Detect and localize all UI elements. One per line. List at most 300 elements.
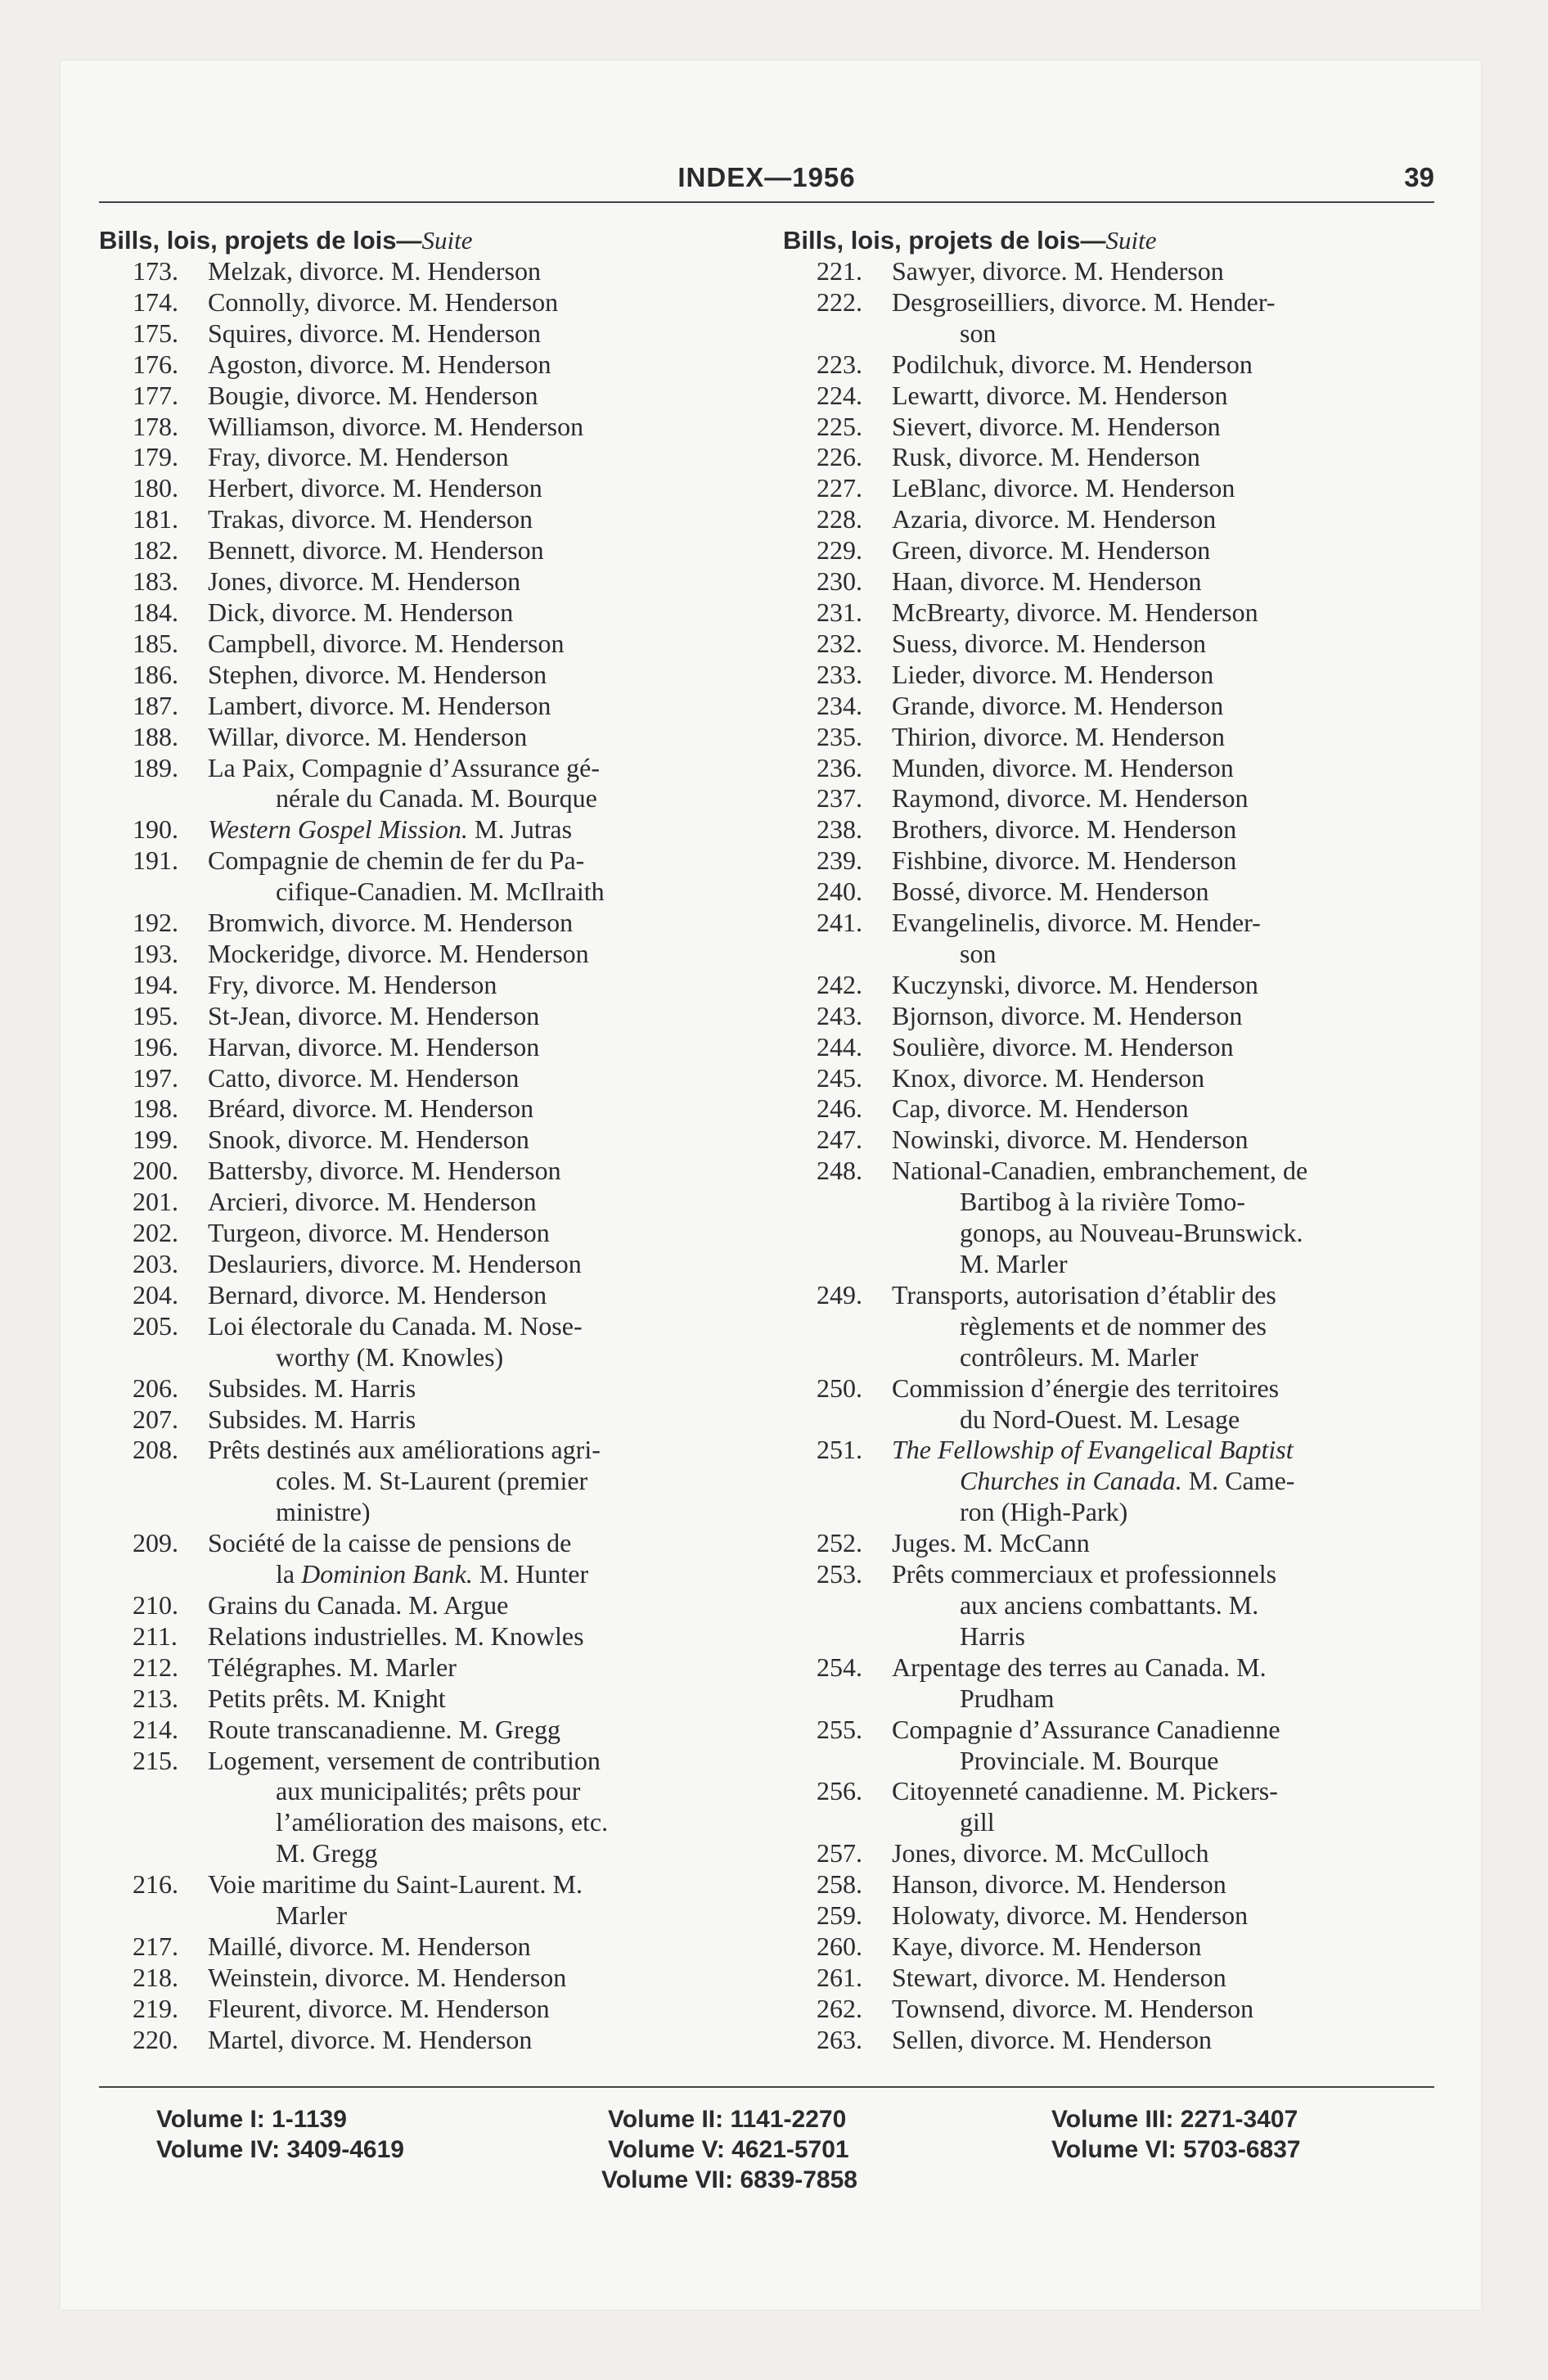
volume-3: Volume III: 2271-3407 [1051, 2106, 1298, 2133]
entry-number: 228. [817, 504, 862, 534]
entry-title: Agoston, divorce. M. Henderson [208, 349, 551, 379]
entry-number: 231. [817, 597, 862, 627]
entry-continuation: Bartibog à la rivière Tomo- [960, 1187, 1246, 1217]
left-entry-206 [99, 1373, 758, 1404]
right-entry-240 [783, 877, 1434, 908]
entry-title: Société de la caisse de pensions de [208, 1528, 572, 1558]
left-entry-213 [99, 1684, 758, 1715]
right-entry-222 [783, 287, 1434, 349]
right-entry-248 [783, 1156, 1434, 1280]
entry-number: 190. [133, 814, 178, 845]
volume-2: Volume II: 1141-2270 [608, 2106, 847, 2133]
entry-number: 186. [133, 659, 178, 689]
entry-title: Grains du Canada. M. Argue [208, 1589, 509, 1620]
entry-number: 236. [817, 752, 862, 782]
entry-number: 207. [133, 1404, 178, 1434]
entry-number: 245. [817, 1062, 862, 1093]
entry-title: Transports, autorisation d’établir des [892, 1279, 1276, 1309]
right-entry-247 [783, 1125, 1434, 1156]
entry-number: 194. [133, 969, 178, 999]
entry-number: 176. [133, 349, 178, 379]
entry-continuation: coles. M. St-Laurent (premier [276, 1466, 588, 1496]
entry-number: 188. [133, 721, 178, 751]
entry-title: Townsend, divorce. M. Henderson [892, 1993, 1254, 2023]
entry-continuation: aux anciens combattants. M. [960, 1589, 1259, 1620]
entry-number: 243. [817, 1000, 862, 1030]
entry-title: Munden, divorce. M. Henderson [892, 752, 1234, 782]
entry-number: 173. [133, 256, 178, 286]
right-entry-235 [783, 722, 1434, 753]
left-entry-180 [99, 473, 758, 504]
entry-continuation: règlements et de nommer des [960, 1310, 1267, 1341]
left-entry-186 [99, 660, 758, 691]
entry-continuation: worthy (M. Knowles) [276, 1341, 504, 1372]
right-column-heading [783, 225, 1434, 256]
left-entry-181 [99, 504, 758, 535]
entry-continuation: gonops, au Nouveau-Brunswick. [960, 1218, 1303, 1248]
entry-number: 260. [817, 1931, 862, 1961]
entry-number: 192. [133, 908, 178, 938]
entry-title: Evangelinelis, divorce. M. Hender- [892, 908, 1261, 938]
page-number: 39 [1404, 162, 1434, 192]
left-entry-220 [99, 2025, 758, 2056]
entry-number: 262. [817, 1993, 862, 2023]
entry-title: Bernard, divorce. M. Henderson [208, 1279, 547, 1309]
entry-number: 210. [133, 1589, 178, 1620]
entry-number: 213. [133, 1683, 178, 1713]
volume-4: Volume IV: 3409-4619 [156, 2136, 404, 2163]
entry-title: Suess, divorce. M. Henderson [892, 628, 1206, 658]
entry-title: Cap, divorce. M. Henderson [892, 1093, 1189, 1124]
entry-title: Haan, divorce. M. Henderson [892, 566, 1202, 597]
entry-number: 259. [817, 1900, 862, 1931]
entry-number: 183. [133, 566, 178, 597]
entry-title: Campbell, divorce. M. Henderson [208, 628, 565, 658]
right-entry-239 [783, 845, 1434, 877]
right-entry-244 [783, 1032, 1434, 1063]
entry-title: Sawyer, divorce. M. Henderson [892, 256, 1224, 286]
entry-title: Catto, divorce. M. Henderson [208, 1062, 520, 1093]
right-entry-263 [783, 2025, 1434, 2056]
right-entry-242 [783, 970, 1434, 1001]
entry-continuation: Prudham [960, 1683, 1055, 1713]
entry-number: 198. [133, 1093, 178, 1124]
right-entry-233 [783, 660, 1434, 691]
entry-continuation: gill [960, 1807, 995, 1837]
left-entry-195 [99, 1001, 758, 1032]
entry-title: The Fellowship of Evangelical Baptist [892, 1435, 1294, 1465]
left-entry-203 [99, 1249, 758, 1280]
left-entry-182 [99, 535, 758, 566]
entry-title: Prêts destinés aux améliorations agri- [208, 1435, 601, 1465]
left-entry-214 [99, 1715, 758, 1746]
right-entry-255 [783, 1715, 1434, 1777]
left-entry-204 [99, 1280, 758, 1311]
left-entry-216 [99, 1869, 758, 1931]
entry-number: 246. [817, 1093, 862, 1124]
left-entry-197 [99, 1063, 758, 1094]
left-entry-179 [99, 442, 758, 473]
entry-title: Voie maritime du Saint-Laurent. M. [208, 1869, 583, 1900]
left-entry-207 [99, 1404, 758, 1436]
right-entry-238 [783, 814, 1434, 845]
right-entry-234 [783, 691, 1434, 722]
entry-title: Bromwich, divorce. M. Henderson [208, 908, 574, 938]
left-entry-187 [99, 691, 758, 722]
entry-title: Nowinski, divorce. M. Henderson [892, 1125, 1249, 1155]
entry-number: 238. [817, 814, 862, 845]
entry-title: Trakas, divorce. M. Henderson [208, 504, 533, 534]
entry-title: Fleurent, divorce. M. Henderson [208, 1993, 550, 2023]
entry-number: 242. [817, 969, 862, 999]
page-title: INDEX—1956 [677, 162, 856, 192]
entry-continuation: son [960, 318, 997, 348]
entry-number: 193. [133, 938, 178, 968]
left-entry-192 [99, 908, 758, 939]
entry-title: Arcieri, divorce. M. Henderson [208, 1187, 537, 1217]
entry-number: 204. [133, 1279, 178, 1309]
right-entry-251 [783, 1435, 1434, 1528]
right-entry-262 [783, 1994, 1434, 2025]
right-entry-226 [783, 442, 1434, 473]
entry-title: Maillé, divorce. M. Henderson [208, 1931, 531, 1961]
entry-number: 182. [133, 535, 178, 566]
entry-title: Jones, divorce. M. McCulloch [892, 1838, 1209, 1868]
entry-title: Dick, divorce. M. Henderson [208, 597, 514, 627]
entry-title: St-Jean, divorce. M. Henderson [208, 1000, 540, 1030]
volume-footer [99, 2104, 1434, 2227]
entry-continuation: ron (High-Park) [960, 1497, 1128, 1527]
left-entry-209 [99, 1528, 758, 1590]
entry-title: Bjornson, divorce. M. Henderson [892, 1000, 1243, 1030]
entry-title: Hanson, divorce. M. Henderson [892, 1869, 1226, 1900]
left-entry-198 [99, 1093, 758, 1125]
entry-title: Squires, divorce. M. Henderson [208, 318, 542, 348]
entry-continuation: Churches in Canada. M. Came- [960, 1466, 1295, 1496]
entry-title: Sellen, divorce. M. Henderson [892, 2024, 1213, 2054]
entry-title: Lambert, divorce. M. Henderson [208, 690, 551, 720]
entry-number: 258. [817, 1869, 862, 1900]
right-entry-237 [783, 783, 1434, 814]
entry-number: 227. [817, 473, 862, 503]
entry-number: 226. [817, 442, 862, 472]
right-entry-230 [783, 566, 1434, 597]
entry-number: 175. [133, 318, 178, 348]
entry-number: 230. [817, 566, 862, 597]
entry-title: Azaria, divorce. M. Henderson [892, 504, 1217, 534]
entry-number: 181. [133, 504, 178, 534]
entry-number: 174. [133, 286, 178, 317]
left-entry-176 [99, 349, 758, 381]
entry-title: Compagnie d’Assurance Canadienne [892, 1714, 1280, 1744]
entry-title: Logement, versement de contribution [208, 1745, 601, 1775]
right-entry-257 [783, 1838, 1434, 1869]
left-entry-184 [99, 597, 758, 629]
entry-number: 239. [817, 845, 862, 876]
entry-number: 235. [817, 721, 862, 751]
entry-number: 203. [133, 1249, 178, 1278]
entry-continuation: aux municipalités; prêts pour [276, 1776, 581, 1806]
footer-divider [99, 2086, 1434, 2088]
entry-title: Harvan, divorce. M. Henderson [208, 1031, 540, 1062]
left-entry-196 [99, 1032, 758, 1063]
right-entry-228 [783, 504, 1434, 535]
entry-continuation: la Dominion Bank. M. Hunter [276, 1559, 589, 1589]
right-entry-256 [783, 1776, 1434, 1838]
right-entry-221 [783, 256, 1434, 287]
entry-continuation: son [960, 938, 997, 968]
left-entry-217 [99, 1931, 758, 1963]
entry-title: Route transcanadienne. M. Gregg [208, 1714, 560, 1744]
right-entry-261 [783, 1963, 1434, 1994]
right-entry-227 [783, 473, 1434, 504]
entry-title: National-Canadien, embranchement, de [892, 1156, 1308, 1186]
entry-number: 224. [817, 380, 862, 410]
entry-title: Weinstein, divorce. M. Henderson [208, 1962, 567, 1992]
right-entry-259 [783, 1900, 1434, 1931]
entry-title: La Paix, Compagnie d’Assurance gé- [208, 752, 600, 782]
entry-title: Soulière, divorce. M. Henderson [892, 1031, 1234, 1062]
entry-number: 249. [817, 1279, 862, 1309]
entry-number: 237. [817, 783, 862, 814]
entry-title: Bougie, divorce. M. Henderson [208, 380, 538, 410]
entry-title: Subsides. M. Harris [208, 1404, 416, 1434]
left-entry-218 [99, 1963, 758, 1994]
volume-5: Volume V: 4621-5701 [608, 2136, 849, 2163]
entry-title: Rusk, divorce. M. Henderson [892, 442, 1200, 472]
entry-title: Herbert, divorce. M. Henderson [208, 473, 542, 503]
right-entry-229 [783, 535, 1434, 566]
entry-number: 240. [817, 877, 862, 907]
right-heading-main: Bills, lois, projets de lois— [783, 226, 1106, 255]
left-entry-175 [99, 318, 758, 349]
left-entry-174 [99, 287, 758, 318]
entry-number: 201. [133, 1187, 178, 1217]
entry-number: 208. [133, 1435, 178, 1465]
entry-number: 180. [133, 473, 178, 503]
left-entry-188 [99, 722, 758, 753]
right-entry-253 [783, 1559, 1434, 1652]
entry-number: 215. [133, 1745, 178, 1775]
entry-number: 212. [133, 1652, 178, 1682]
entry-title: Fray, divorce. M. Henderson [208, 442, 509, 472]
entry-title: Compagnie de chemin de fer du Pa- [208, 845, 585, 876]
volume-6: Volume VI: 5703-6837 [1051, 2136, 1301, 2163]
entry-title: Petits prêts. M. Knight [208, 1683, 446, 1713]
entry-number: 261. [817, 1962, 862, 1992]
entry-number: 250. [817, 1373, 862, 1403]
entry-title: Stephen, divorce. M. Henderson [208, 659, 547, 689]
entry-title: Télégraphes. M. Marler [208, 1652, 457, 1682]
entry-title: Battersby, divorce. M. Henderson [208, 1156, 561, 1186]
entry-title: Kuczynski, divorce. M. Henderson [892, 969, 1258, 999]
entry-number: 199. [133, 1125, 178, 1155]
entry-title: Turgeon, divorce. M. Henderson [208, 1218, 550, 1248]
right-heading-suffix: Suite [1105, 226, 1157, 255]
entry-number: 221. [817, 256, 862, 286]
left-entry-185 [99, 629, 758, 660]
left-entry-190 [99, 814, 758, 845]
entry-title: Holowaty, divorce. M. Henderson [892, 1900, 1249, 1931]
entry-title: Brothers, divorce. M. Henderson [892, 814, 1237, 845]
entry-number: 214. [133, 1714, 178, 1744]
left-entry-208 [99, 1435, 758, 1528]
entry-number: 252. [817, 1528, 862, 1558]
entry-number: 216. [133, 1869, 178, 1900]
right-entry-249 [783, 1280, 1434, 1373]
left-entry-211 [99, 1621, 758, 1652]
entry-number: 220. [133, 2024, 178, 2054]
entry-number: 223. [817, 349, 862, 379]
right-entry-243 [783, 1001, 1434, 1032]
entry-number: 229. [817, 535, 862, 566]
entry-title: Fry, divorce. M. Henderson [208, 969, 497, 999]
left-entry-212 [99, 1652, 758, 1684]
left-heading-main: Bills, lois, projets de lois— [99, 226, 422, 255]
entry-number: 244. [817, 1031, 862, 1062]
entry-title: Sievert, divorce. M. Henderson [892, 411, 1221, 441]
entry-continuation: Marler [276, 1900, 348, 1931]
entry-title: Prêts commerciaux et professionnels [892, 1559, 1277, 1589]
entry-title: Fishbine, divorce. M. Henderson [892, 845, 1237, 876]
entry-number: 196. [133, 1031, 178, 1062]
entry-continuation: Provinciale. M. Bourque [960, 1745, 1219, 1775]
right-entry-258 [783, 1869, 1434, 1900]
entry-title: Citoyenneté canadienne. M. Pickers- [892, 1776, 1278, 1806]
left-entry-193 [99, 939, 758, 970]
entry-title: Western Gospel Mission. M. Jutras [208, 814, 573, 845]
entry-number: 178. [133, 411, 178, 441]
entry-number: 195. [133, 1000, 178, 1030]
entry-title: Bennett, divorce. M. Henderson [208, 535, 544, 566]
entry-title: Melzak, divorce. M. Henderson [208, 256, 541, 286]
entry-title: Lewartt, divorce. M. Henderson [892, 380, 1228, 410]
entry-title: Thirion, divorce. M. Henderson [892, 721, 1226, 751]
entry-title: Connolly, divorce. M. Henderson [208, 286, 559, 317]
entry-title: Desgroseilliers, divorce. M. Hender- [892, 286, 1276, 317]
entry-title: Stewart, divorce. M. Henderson [892, 1962, 1226, 1992]
entry-number: 185. [133, 628, 178, 658]
entry-title: Loi électorale du Canada. M. Nose- [208, 1310, 583, 1341]
entry-number: 189. [133, 752, 178, 782]
left-entry-205 [99, 1311, 758, 1373]
entry-number: 202. [133, 1218, 178, 1248]
right-entry-245 [783, 1063, 1434, 1094]
entry-number: 234. [817, 690, 862, 720]
entry-continuation: du Nord-Ouest. M. Lesage [960, 1404, 1240, 1434]
entry-number: 247. [817, 1125, 862, 1155]
entry-number: 257. [817, 1838, 862, 1868]
entry-number: 197. [133, 1062, 178, 1093]
entry-number: 254. [817, 1652, 862, 1682]
entry-number: 233. [817, 659, 862, 689]
entry-number: 184. [133, 597, 178, 627]
left-entry-191 [99, 845, 758, 908]
entry-title: Relations industrielles. M. Knowles [208, 1620, 584, 1651]
entry-title: Martel, divorce. M. Henderson [208, 2024, 533, 2054]
entry-title: Podilchuk, divorce. M. Henderson [892, 349, 1253, 379]
entry-title: Subsides. M. Harris [208, 1373, 416, 1403]
entry-title: Grande, divorce. M. Henderson [892, 690, 1224, 720]
entry-number: 187. [133, 690, 178, 720]
entry-title: Arpentage des terres au Canada. M. [892, 1652, 1267, 1682]
right-entry-260 [783, 1931, 1434, 1963]
entry-number: 211. [133, 1620, 178, 1651]
entry-number: 225. [817, 411, 862, 441]
entry-number: 219. [133, 1993, 178, 2023]
left-entry-201 [99, 1187, 758, 1218]
entry-title: Raymond, divorce. M. Henderson [892, 783, 1249, 814]
entry-title: McBrearty, divorce. M. Henderson [892, 597, 1258, 627]
entry-title: Williamson, divorce. M. Henderson [208, 411, 584, 441]
entry-continuation: ministre) [276, 1497, 371, 1527]
right-entry-225 [783, 412, 1434, 443]
left-column [99, 225, 758, 2056]
entry-number: 200. [133, 1156, 178, 1186]
entry-title: LeBlanc, divorce. M. Henderson [892, 473, 1235, 503]
entry-continuation: M. Marler [960, 1249, 1068, 1278]
entry-title: Green, divorce. M. Henderson [892, 535, 1211, 566]
left-entry-list [99, 256, 758, 2056]
left-entry-200 [99, 1156, 758, 1187]
right-column [783, 225, 1434, 2056]
right-entry-231 [783, 597, 1434, 629]
right-entry-254 [783, 1652, 1434, 1715]
entry-title: Juges. M. McCann [892, 1528, 1090, 1558]
entry-number: 206. [133, 1373, 178, 1403]
entry-number: 205. [133, 1310, 178, 1341]
right-entry-224 [783, 381, 1434, 412]
entry-continuation: contrôleurs. M. Marler [960, 1341, 1199, 1372]
left-entry-178 [99, 412, 758, 443]
left-entry-183 [99, 566, 758, 597]
right-entry-236 [783, 753, 1434, 784]
right-entry-223 [783, 349, 1434, 381]
left-entry-219 [99, 1994, 758, 2025]
left-column-heading [99, 225, 758, 256]
right-entry-list [783, 256, 1434, 2056]
left-entry-215 [99, 1746, 758, 1870]
entry-number: 253. [817, 1559, 862, 1589]
left-entry-173 [99, 256, 758, 287]
right-entry-250 [783, 1373, 1434, 1436]
entry-number: 263. [817, 2024, 862, 2054]
entry-number: 241. [817, 908, 862, 938]
entry-number: 177. [133, 380, 178, 410]
entry-title: Snook, divorce. M. Henderson [208, 1125, 529, 1155]
entry-title: Commission d’énergie des territoires [892, 1373, 1280, 1403]
right-entry-246 [783, 1093, 1434, 1125]
entry-title: Mockeridge, divorce. M. Henderson [208, 938, 589, 968]
entry-number: 248. [817, 1156, 862, 1186]
entry-title: Deslauriers, divorce. M. Henderson [208, 1249, 582, 1278]
entry-number: 209. [133, 1528, 178, 1558]
volume-1: Volume I: 1-1139 [156, 2106, 347, 2133]
entry-number: 256. [817, 1776, 862, 1806]
entry-number: 217. [133, 1931, 178, 1961]
entry-title: Jones, divorce. M. Henderson [208, 566, 521, 597]
left-heading-suffix: Suite [421, 226, 473, 255]
left-entry-202 [99, 1218, 758, 1249]
entry-title: Kaye, divorce. M. Henderson [892, 1931, 1202, 1961]
entry-number: 179. [133, 442, 178, 472]
volume-7: Volume VII: 6839-7858 [601, 2166, 857, 2193]
entry-continuation: l’amélioration des maisons, etc. [276, 1807, 609, 1837]
entry-continuation: cifique-Canadien. M. McIlraith [276, 877, 605, 907]
right-entry-241 [783, 908, 1434, 970]
entry-number: 191. [133, 845, 178, 876]
entry-number: 251. [817, 1435, 862, 1465]
